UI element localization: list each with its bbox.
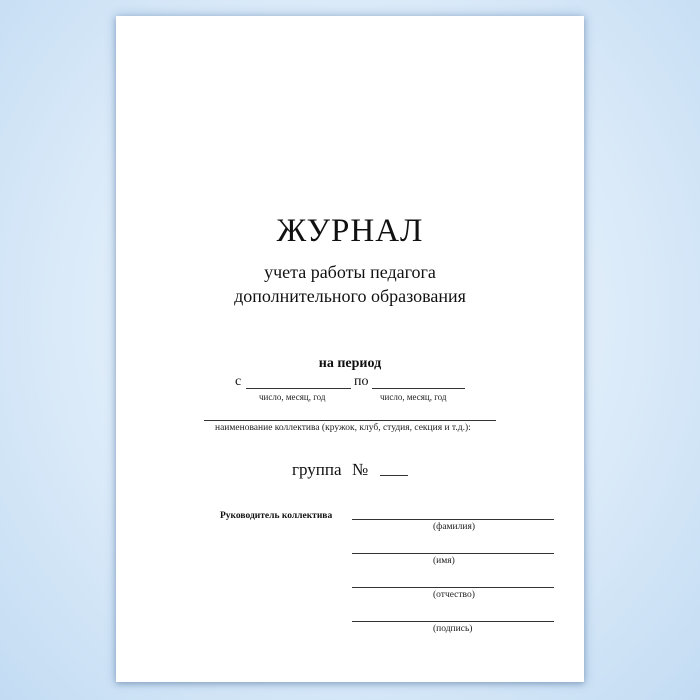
date-from-hint: число, месяц, год xyxy=(259,392,326,402)
patronymic-hint: (отчество) xyxy=(433,590,475,600)
period-label: на период xyxy=(318,356,382,371)
first-name-field[interactable] xyxy=(352,553,554,554)
leader-label: Руководитель коллектива xyxy=(220,511,333,521)
group-label: группа xyxy=(292,460,342,479)
journal-subtitle-line-2: дополнительного образования xyxy=(234,286,466,306)
journal-title: ЖУРНАЛ xyxy=(276,213,424,249)
date-to-field[interactable] xyxy=(372,388,465,389)
journal-cover-page xyxy=(116,16,584,682)
signature-hint: (подпись) xyxy=(433,624,473,634)
first-name-hint: (имя) xyxy=(433,556,455,566)
to-label: по xyxy=(354,374,369,389)
patronymic-field[interactable] xyxy=(352,587,554,588)
surname-field[interactable] xyxy=(352,519,554,520)
signature-field[interactable] xyxy=(352,621,554,622)
date-to-hint: число, месяц, год xyxy=(380,392,447,402)
date-from-field[interactable] xyxy=(246,388,351,389)
group-number-field[interactable] xyxy=(380,475,408,476)
journal-subtitle-line-1: учета работы педагога xyxy=(264,262,436,282)
collective-name-hint: наименование коллектива (кружок, клуб, студия, секция и т.д.): xyxy=(215,423,471,433)
number-sign: № xyxy=(352,460,369,479)
surname-hint: (фамилия) xyxy=(433,522,475,532)
from-label: с xyxy=(235,374,242,389)
collective-name-field[interactable] xyxy=(204,420,496,421)
